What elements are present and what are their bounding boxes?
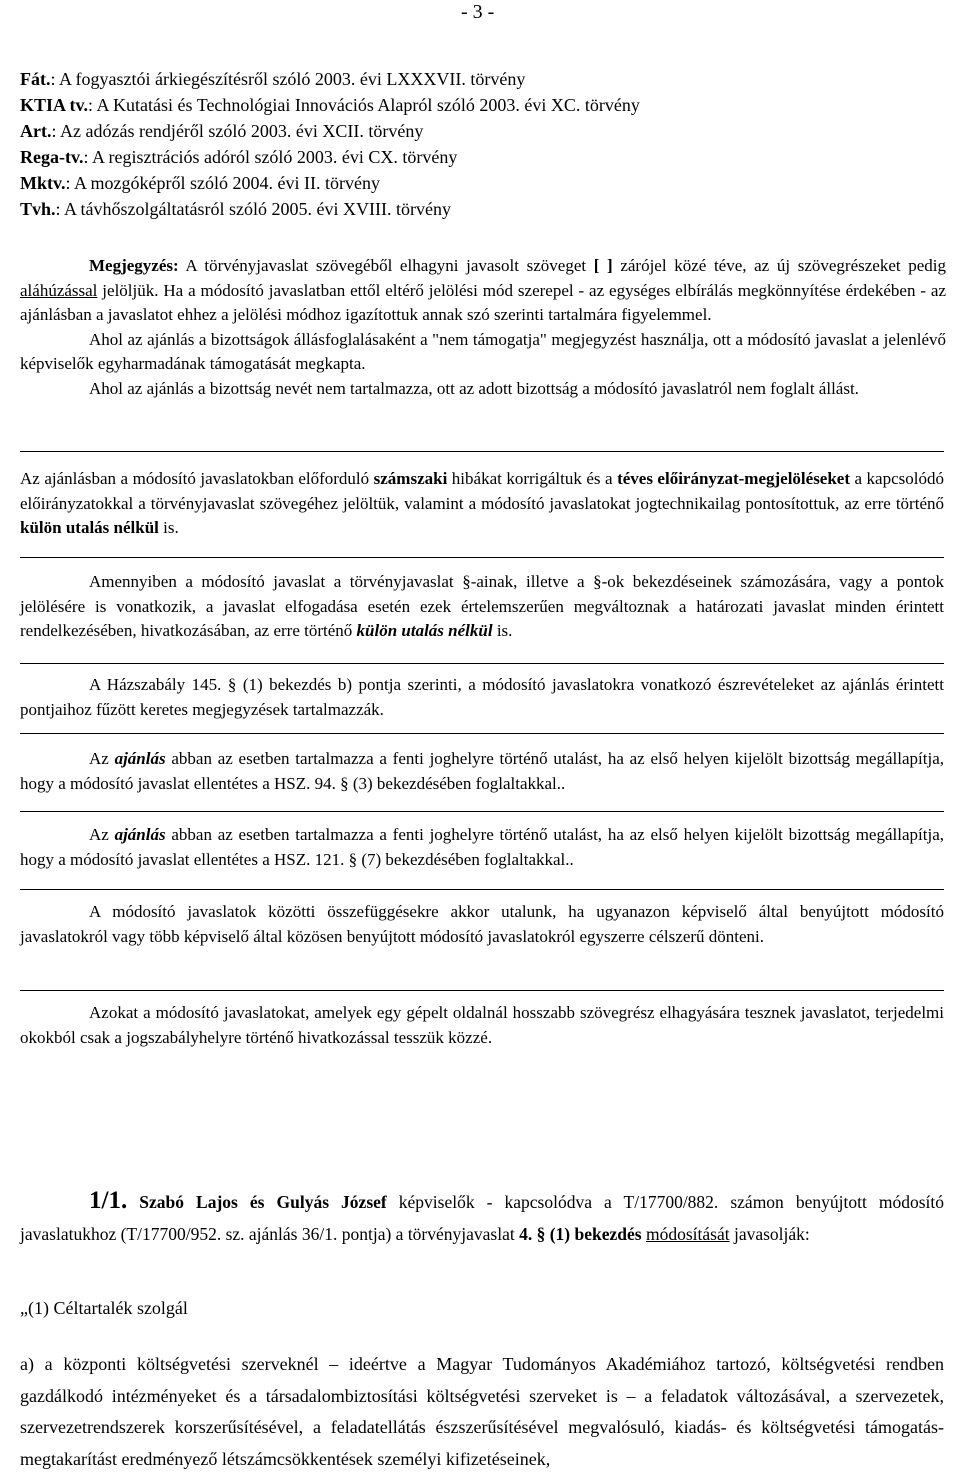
amendment-text: javasolják: (729, 1224, 810, 1244)
amendment-bold: 4. (519, 1224, 537, 1244)
notice-bold-italic: külön utalás nélkül (356, 621, 493, 640)
notice-text: abban az esetben tartalmazza a fenti joghelyre történő utalást, ha az első helyen kijelölt bizottság megállapítja, hogy a módosító javaslat ellentétes a HSZ. 94. (20, 749, 944, 793)
abbreviation-item (20, 66, 640, 92)
amendment-underlined: módosítását (645, 1224, 730, 1244)
quoted-line: „(1) Céltartalék szolgál (20, 1298, 188, 1318)
notice-paragraph (20, 467, 944, 541)
editorial-note (20, 254, 946, 401)
amendment-number: 1/1. (89, 1187, 128, 1214)
divider (20, 557, 944, 558)
section-sign: § (348, 849, 358, 869)
abbreviation-item (20, 196, 640, 222)
abbreviation-item (20, 144, 640, 170)
abbreviation-term: Rega-tv. (20, 147, 84, 167)
note-paragraph-3: Ahol az ajánlás a bizottság nevét nem tartalmazza, ott az adott bizottság a módosító javaslatról nem foglalt állást. (89, 378, 859, 398)
notice-text: Az ajánlásban a módosító javaslatokban előforduló (20, 469, 374, 488)
notice-text: is. (158, 518, 179, 537)
abbreviation-term: Art. (20, 121, 52, 141)
abbreviation-item (20, 92, 640, 118)
notice-text: abban az esetben tartalmazza a fenti joghelyre történő utalást, ha az első helyen kijelölt bizottság megállapítja, hogy a módosító javaslat ellentétes a HSZ. 121. (20, 825, 944, 869)
abbreviation-definition: : A mozgóképről szóló 2004. évi II. törvény (65, 173, 380, 193)
abbreviation-term: KTIA tv. (20, 95, 89, 115)
section-sign: § (340, 773, 349, 793)
notice-paragraph: A módosító javaslatok közötti összefüggésekre akkor utalunk, ha ugyanazon képviselő által benyújtott módosító javaslatokról vagy több képviselő által közösen benyújtott módosító javaslatokról egyszerre célszerű dönteni. (20, 902, 944, 946)
note-text: zárójel közé téve, az új szövegrészeket pedig (612, 256, 947, 275)
notice-paragraph (20, 747, 944, 796)
section-sign: § (536, 1224, 546, 1244)
abbreviation-term: Fát. (20, 69, 51, 89)
notice-bold: téves előirányzat-megjelöléseket (617, 469, 851, 488)
divider (20, 733, 944, 734)
page-number: - 3 - (461, 1, 495, 23)
abbreviation-definition: : Az adózás rendjéről szóló 2003. évi XCII. törvény (51, 121, 424, 141)
note-underlined-word: aláhúzással (20, 280, 98, 300)
notice-paragraph: Azokat a módosító javaslatokat, amelyek egy gépelt oldalnál hosszabb szövegrész elhagyására tesznek javaslatot, terjedelmi okokból csak a jogszabályhelyre történő hivatkozással tesszük közzé. (20, 1003, 944, 1047)
notice-text: Az (89, 825, 115, 844)
divider (20, 663, 944, 664)
section-sign: § (593, 572, 602, 591)
note-paragraph-2: Ahol az ajánlás a bizottságok állásfoglalásaként a "nem támogatja" megjegyzést használja, ott a módosító javaslat a jelenlévő képviselők egyharmadának támogatását megkapta. (20, 329, 946, 373)
notice-text: (7) bekezdésében foglaltakkal.. (357, 849, 574, 869)
amendment-bold: (1) bekezdés (545, 1224, 642, 1244)
note-text: jelöljük. Ha a módosító javaslatban ettől eltérő jelölési mód szerepel - az egységes elbírálás megkönnyítése érdekében - az ajánlásban a javaslatot ehhez a jelölési módhoz igazítottuk annak szó szerinti tartalmára figyelemmel. (20, 280, 946, 324)
notice-text: hibákat korrigáltuk és a (447, 469, 618, 488)
notice-bold: külön utalás nélkül (20, 518, 159, 537)
divider (20, 990, 944, 991)
notice-paragraph (20, 823, 944, 872)
notice-bold-italic: ajánlás (114, 749, 166, 768)
section-sign: § (462, 572, 471, 591)
divider (20, 889, 944, 890)
notice-paragraph (20, 570, 944, 644)
notice-text: -ainak, illetve a (470, 572, 594, 591)
divider (20, 451, 944, 452)
abbreviation-item (20, 170, 640, 196)
note-label: Megjegyzés: (89, 256, 179, 275)
abbreviation-definition: : A fogyasztói árkiegészítésről szóló 2003. évi LXXXVII. törvény (50, 69, 526, 89)
section-sign: § (227, 675, 237, 694)
note-paragraph (20, 254, 946, 328)
abbreviation-item (20, 118, 640, 144)
notice-text: A Házszabály 145. (89, 675, 228, 694)
notice-text: is. (492, 621, 513, 640)
notice-text: Az (89, 749, 115, 768)
notice-paragraph (20, 673, 944, 722)
divider (20, 811, 944, 812)
amendment-proposal (20, 1185, 944, 1250)
abbreviation-list (20, 66, 640, 222)
amendment-text: képviselők - kapcsolódva a T/17700/882. számon benyújtott módosító javaslatukhoz (T/17700/952. sz. ajánlás 36/1. pontja) a törvényjavaslat (20, 1192, 945, 1244)
abbreviation-term: Mktv. (20, 173, 66, 193)
abbreviation-definition: : A Kutatási és Technológiai Innovációs Alapról szóló 2003. évi XC. törvény (88, 95, 640, 115)
notice-bold-italic: ajánlás (114, 825, 166, 844)
abbreviation-definition: : A regisztrációs adóról szóló 2003. évi CX. törvény (83, 147, 458, 167)
notice-text: -ok bekezdéseinek számozására, vagy a pontok jelölésére is vonatkozik, a javaslat elfogadása esetén ezek értelemszerűen megváltoznak a határozati javaslat minden érintett rendelkezésében, hivatkozásában, az erre történő (20, 572, 944, 640)
lettered-point-a: a) a központi költségvetési szerveknél – ideértve a Magyar Tudományos Akadémiához tartozó, költségvetési rendben gazdálkodó intézményeket és a társadalombiztosítási költségvetési szerveket is – a feladatok változásával, a szervezetek, szervezetrendszerek korszerűsítésével, a feladatellátás észszerűsítésével megvalósuló, kiadás- és költségvetési támogatás-megtakarítást eredményező létszámcsökkentések személyi kifizetéseinek, (20, 1354, 944, 1469)
abbreviation-definition: : A távhőszolgáltatásról szóló 2005. évi XVIII. törvény (55, 199, 451, 219)
notice-bold: számszaki (373, 469, 448, 488)
notice-text: Amennyiben a módosító javaslat a törvényjavaslat (89, 572, 463, 591)
notice-text: (1) bekezdés b) pontja szerinti, a módosító javaslatokra vonatkozó észrevételeket az ajánlás érintett pontjaihoz fűzött keretes megjegyzések tartalmazzák. (20, 675, 944, 719)
abbreviation-term: Tvh. (20, 199, 56, 219)
amendment-authors: Szabó Lajos és Gulyás József (139, 1192, 387, 1212)
note-text: A törvényjavaslat szövegéből elhagyni javasolt szöveget (178, 256, 594, 275)
note-brackets: [ ] (593, 256, 613, 275)
notice-text: a kapcsolódó előirányzatokkal a törvényjavaslat szövegéhez jelöltük, valamint a módosító javaslatokat jogtechnikailag pontosítottuk, az erre történő (20, 469, 944, 513)
notice-text: (3) bekezdésében foglaltakkal.. (348, 773, 566, 793)
